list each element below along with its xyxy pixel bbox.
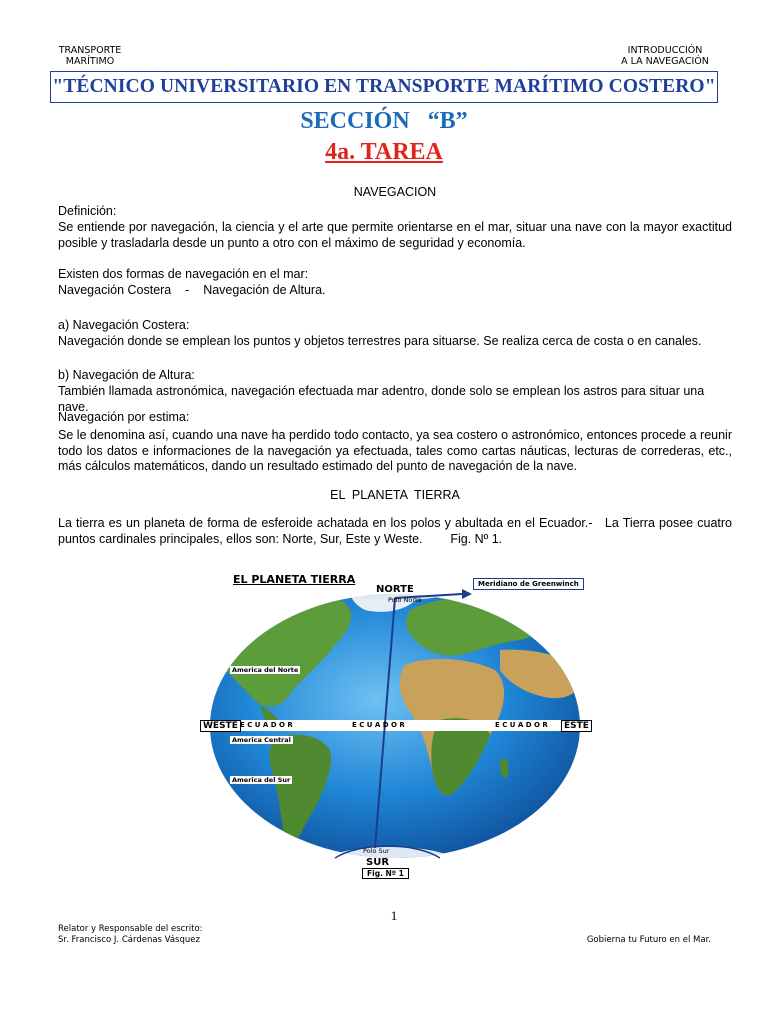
- polo-sur-label: Polo Sur: [363, 847, 390, 855]
- header-left: [48, 45, 132, 67]
- estima-label: Navegación por estima:: [58, 410, 190, 424]
- altura-text: También llamada astronómica, navegación efectuada mar adentro, donde solo se emplean los astros para situar una nave.: [58, 384, 705, 414]
- costera-label: a) Navegación Costera:: [58, 318, 190, 332]
- figure-number-label: Fig. Nº 1: [362, 868, 409, 879]
- meridian-arrowhead: [462, 589, 472, 599]
- polo-norte-label: Polo Norte: [388, 596, 422, 604]
- footer-left: [58, 924, 318, 946]
- header-left-line1: TRANSPORTE: [58, 45, 122, 56]
- header-right-line1: INTRODUCCIÓN: [627, 45, 703, 56]
- planet-heading: EL PLANETA TIERRA: [330, 488, 460, 502]
- estima-text: Se le denomina así, cuando una nave ha perdido todo contacto, ya sea costero o astronómico, entonces procede a reunir todo los datos e informaciones de la navegación ya efectuada, tales como cartas náuticas, lecturas de correderas, etc., más cálculos matemáticos, dando un resultado estimado del punto de navegación de la nave.: [58, 428, 732, 474]
- america-central-label: America Central: [232, 736, 291, 744]
- page-number: 1: [390, 908, 398, 923]
- ecuador-label-right: E C U A D O R: [495, 721, 548, 729]
- altura-label: b) Navegación de Altura:: [58, 368, 195, 382]
- ecuador-label-center: E C U A D O R: [352, 721, 405, 729]
- earth-figure: [200, 570, 590, 882]
- america-sur-label: America del Sur: [232, 776, 291, 784]
- weste-label: WESTE: [200, 720, 241, 732]
- planet-text: La tierra es un planeta de forma de esferoide achatada en los polos y abultada en el Ecuador.- La Tierra posee cuatro puntos cardinales principales, ellos son: Norte, Sur, Este y Weste. Fig. Nº 1.: [58, 516, 736, 546]
- section-title: SECCIÓN “B”: [300, 108, 468, 134]
- meridiano-label: Meridiano de Greenwinch: [473, 578, 584, 590]
- nav-heading: NAVEGACION: [353, 185, 437, 199]
- footer-left-line2: Sr. Francisco J. Cárdenas Vásquez: [58, 935, 200, 945]
- course-title: "TÉCNICO UNIVERSITARIO EN TRANSPORTE MARÍTIMO COSTERO": [52, 76, 716, 97]
- definition-text: Se entiende por navegación, la ciencia y el arte que permite orientarse en el mar, situar una nave con la mayor exactitud posible y trasladarla desde un punto a otro con el máximo de seguridad y economía.: [58, 220, 732, 250]
- forms-intro: Existen dos formas de navegación en el mar:: [58, 267, 309, 281]
- figure-title: EL PLANETA TIERRA: [233, 573, 356, 586]
- ecuador-label-left: E C U A D O R: [240, 721, 293, 729]
- norte-label: NORTE: [376, 584, 414, 595]
- definition-label: Definición:: [58, 204, 117, 218]
- costera-text: Navegación donde se emplean los puntos y objetos terrestres para situarse. Se realiza cerca de costa o en canales.: [58, 334, 702, 348]
- footer-left-line1: Relator y Responsable del escrito:: [58, 924, 203, 934]
- header-right: [610, 45, 720, 67]
- course-title-box: [50, 71, 718, 103]
- header-left-line2: MARÍTIMO: [65, 56, 115, 67]
- footer-right: Gobierna tu Futuro en el Mar.: [586, 935, 711, 945]
- este-label: ESTE: [561, 720, 592, 732]
- sur-label: SUR: [366, 857, 390, 868]
- america-norte-label: America del Norte: [232, 666, 299, 674]
- task-title: 4a. TAREA: [325, 139, 443, 165]
- forms-list: Navegación Costera - Navegación de Altura.: [58, 283, 326, 297]
- header-right-line2: A LA NAVEGACIÓN: [621, 56, 709, 67]
